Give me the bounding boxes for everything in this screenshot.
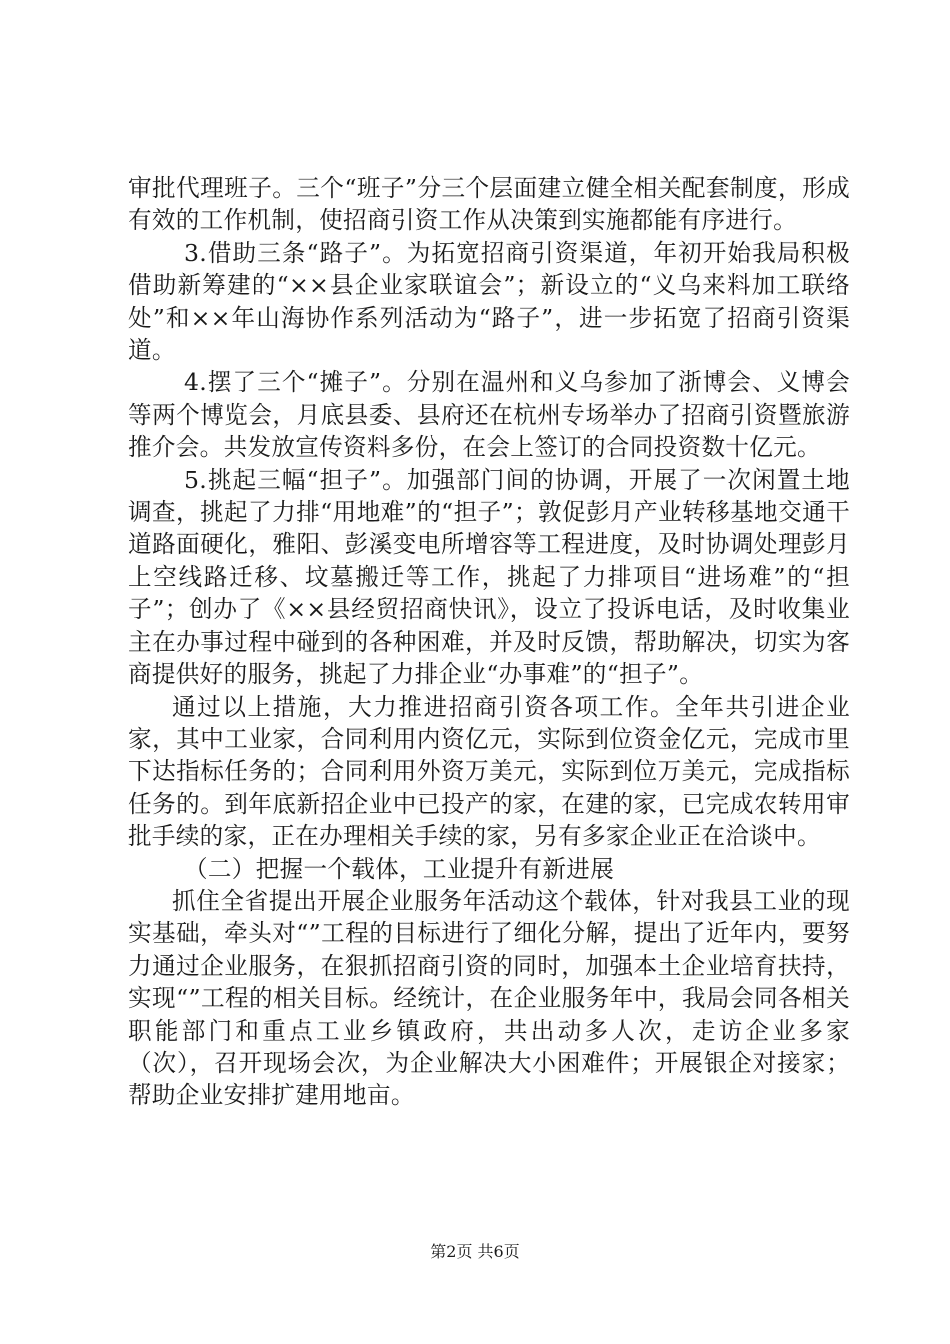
page-footer: 第2页 共6页: [430, 1242, 520, 1261]
paragraph-item-4: 4.摆了三个“摊子”。分别在温州和义乌参加了浙博会、义博会等两个博览会，月底县委、县府还在杭州专场举办了招商引资暨旅游推介会。共发放宣传资料多份，在会上签订的合同投资数十亿元。: [128, 368, 850, 462]
document-body: [128, 172, 850, 1112]
section-heading: （二）把握一个载体，工业提升有新进展: [184, 854, 615, 883]
paragraph-continuation: 审批代理班子。三个“班子”分三个层面建立健全相关配套制度，形成有效的工作机制，使招商引资工作从决策到实施都能有序进行。: [128, 174, 850, 235]
paragraph-section-body: 抓住全省提出开展企业服务年活动这个载体，针对我县工业的现实基础，牵头对“”工程的目标进行了细化分解，提出了近年内，要努力通过企业服务，在狠抓招商引资的同时，加强本土企业培育扶持，实现“”工程的相关目标。经统计，在企业服务年中，我局会同各相关职能部门和重点工业乡镇政府，共出动多人次，走访企业多家（次），召开现场会次，为企业解决大小困难件；开展银企对接家；帮助企业安排扩建用地亩。: [128, 886, 850, 1110]
paragraph-summary: 通过以上措施，大力推进招商引资各项工作。全年共引进企业家，其中工业家，合同利用内资亿元，实际到位资金亿元，完成市里下达指标任务的；合同利用外资万美元，实际到位万美元，完成指标任务的。到年底新招企业中已投产的家，在建的家，已完成农转用审批手续的家，正在办理相关手续的家，另有多家企业正在洽谈中。: [128, 692, 850, 851]
paragraph-item-3: 3.借助三条“路子”。为拓宽招商引资渠道，年初开始我局积极借助新筹建的“××县企业家联谊会”；新设立的“义乌来料加工联络处”和××年山海协作系列活动为“路子”，进一步拓宽了招商引资渠道。: [128, 238, 850, 365]
paragraph-item-5: 5.挑起三幅“担子”。加强部门间的协调，开展了一次闲置土地调查，挑起了力排“用地难”的“担子”；敦促彭月产业转移基地交通干道路面硬化，雅阳、彭溪变电所增容等工程进度，及时协调处理彭月上空线路迁移、坟墓搬迁等工作，挑起了力排项目“进场难”的“担子”；创办了《××县经贸招商快讯》，设立了投诉电话，及时收集业主在办事过程中碰到的各种困难，并及时反馈，帮助解决，切实为客商提供好的服务，挑起了力排企业“办事难”的“担子”。: [128, 465, 850, 689]
